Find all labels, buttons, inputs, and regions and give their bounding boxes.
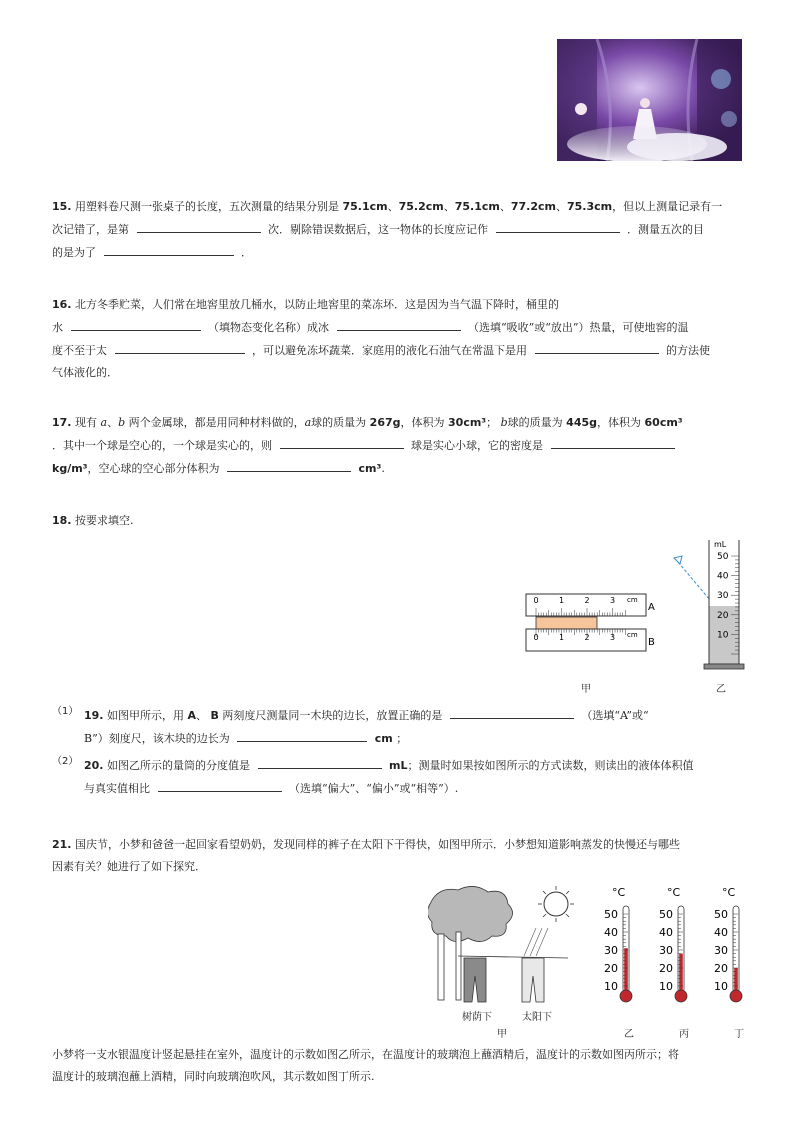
label-shade: 树荫下 (462, 1012, 492, 1023)
question-17: 17. 现有 a、b 两个金属球，都是用同种材料做的，a球的质量为 267g，体积为 30cm³； b球的质量为 445g，体积为 60cm³ ．其中一个球是空心的，一个球是实心的，则 球是实心小球，它的密度是 kg/m³，空心球的空心部分体积为 cm³. (52, 416, 683, 475)
answer-blank[interactable] (551, 434, 675, 449)
cylinder-tick-label: 30 (717, 591, 729, 602)
therm-tick-label: 50 (604, 908, 618, 921)
therm-tick-label: 40 (659, 926, 673, 939)
ruler-b-label: B (648, 637, 655, 648)
thermometer-ding (714, 886, 742, 1002)
ruler-tick-label: 1 (559, 596, 565, 605)
cylinder-tick-label: 10 (717, 630, 729, 641)
measuring-cylinder (668, 534, 748, 672)
ruler-tick-label: 3 (610, 596, 616, 605)
question-number: 15. (52, 200, 72, 213)
therm-tick-label: 40 (604, 926, 618, 939)
answer-blank[interactable] (115, 339, 245, 354)
answer-blank[interactable] (158, 777, 282, 792)
cylinder-tick-label: 20 (717, 610, 729, 621)
therm-bulb (675, 990, 687, 1002)
stage-photo (557, 39, 742, 161)
answer-blank[interactable] (137, 218, 261, 233)
question-20: 20. 如图乙所示的量筒的分度值是 mL；测量时如果按如图所示的方式读数，则读出的液体体积值 与真实值相比 （选填“偏大”、“偏小”或“相等”）. (84, 754, 744, 800)
ruler-tick-label: 2 (584, 596, 590, 605)
therm-tick-label: 20 (659, 962, 673, 975)
therm-tick-label: 50 (659, 908, 673, 921)
therm-tick-label: 20 (604, 962, 618, 975)
pants-sun-icon (522, 958, 544, 1002)
therm-bulb (730, 990, 742, 1002)
thermometers (596, 884, 756, 1014)
tree-icon (428, 886, 513, 941)
question-21: 21. 国庆节，小梦和爸爸一起回家看望奶奶，发现同样的裤子在太阳下干得快，如图甲所示．小梦想知道影响蒸发的快慢还与哪些 因素有关？她进行了如下探究． (52, 838, 680, 873)
wood-block (536, 617, 597, 629)
answer-blank[interactable] (535, 339, 659, 354)
answer-blank[interactable] (71, 316, 201, 331)
therm-unit: °C (667, 886, 681, 899)
ruler-tick-label: 2 (584, 633, 590, 642)
question-number: 17. (52, 416, 72, 429)
ruler-tick-label: 0 (533, 596, 539, 605)
ruler-b-unit: cm (627, 631, 638, 639)
fig-jia-caption-21: 甲 (497, 1029, 507, 1040)
answer-blank[interactable] (227, 457, 351, 472)
thermometer-bing (659, 886, 687, 1002)
mercury-column (624, 948, 628, 992)
therm-tick-label: 10 (714, 980, 728, 993)
fig-yi-caption: 乙 (716, 684, 726, 695)
cylinder-tick-label: 40 (717, 571, 729, 582)
answer-blank[interactable] (258, 754, 382, 769)
answer-blank[interactable] (237, 727, 367, 742)
fig-ding-caption: 丁 (734, 1029, 744, 1040)
thermometer-yi (604, 886, 632, 1002)
answer-blank[interactable] (104, 241, 234, 256)
question-number: 21. (52, 838, 72, 851)
answer-blank[interactable] (337, 316, 461, 331)
pants-shade-icon (464, 958, 486, 1002)
sub-mark-1: （1） (52, 706, 79, 717)
fig-jia-caption: 甲 (581, 684, 591, 695)
question-number: 18. (52, 514, 72, 527)
therm-bulb (620, 990, 632, 1002)
therm-tick-label: 30 (604, 944, 618, 957)
therm-tick-label: 10 (659, 980, 673, 993)
therm-tick-label: 10 (604, 980, 618, 993)
question-19: 19. 如图甲所示，用 A、 B 两刻度尺测量同一木块的边长，放置正确的是 （选填“A”或“ B”）刻度尺，该木块的边长为 cm ； (84, 704, 744, 750)
fig-yi-caption-21: 乙 (624, 1029, 634, 1040)
cylinder-tick-label: 50 (717, 552, 729, 562)
therm-tick-label: 40 (714, 926, 728, 939)
answer-blank[interactable] (280, 434, 404, 449)
eye-icon (674, 556, 682, 564)
ruler-tick-label: 3 (610, 633, 616, 642)
ruler-a-unit: cm (627, 596, 638, 604)
ruler-tick-label: 0 (533, 633, 539, 642)
question-16: 16. 北方冬季贮菜，人们常在地窖里放几桶水，以防止地窖里的菜冻坏．这是因为当气温下降时，桶里的 水 （填物态变化名称）成冰 （选填“吸收”或“放出”）热量，可使地窖的温 度不至于太 ，可以避免冻坏蔬菜．家庭用的液化石油气在常温下是用 的方法使 气体液化的． (52, 298, 710, 379)
laundry-figure (428, 884, 580, 1008)
ruler-tick-label: 1 (559, 633, 565, 642)
answer-blank[interactable] (450, 704, 574, 719)
ruler-figure (520, 588, 660, 660)
therm-tick-label: 50 (714, 908, 728, 921)
sun-icon (544, 892, 568, 916)
ruler-a-label: A (648, 602, 655, 613)
therm-unit: °C (722, 886, 736, 899)
therm-tick-label: 30 (659, 944, 673, 957)
answer-blank[interactable] (496, 218, 620, 233)
question-15: 15. 用塑料卷尺测一张桌子的长度，五次测量的结果分别是 75.1cm、75.2cm、75.1cm、77.2cm、75.3cm，但以上测量记录有一 次记错了，是第 次．剔除错误数据后，这一物体的长度应记作 ．测量五次的目 的是为了 ． (52, 200, 723, 259)
question-21-body: 小梦将一支水银温度计竖起悬挂在室外，温度计的示数如图乙所示，在温度计的玻璃泡上蘸酒精后，温度计的示数如图丙所示；将 温度计的玻璃泡蘸上酒精，同时向玻璃泡吹风，其示数如图丁所示. (52, 1048, 679, 1083)
sub-mark-2: （2） (52, 756, 79, 767)
question-18: 18. 按要求填空. (52, 514, 134, 527)
cylinder-unit: mL (714, 540, 727, 549)
sight-line (678, 562, 710, 600)
therm-tick-label: 20 (714, 962, 728, 975)
therm-tick-label: 30 (714, 944, 728, 957)
therm-unit: °C (612, 886, 626, 899)
fig-bing-caption: 丙 (679, 1029, 689, 1040)
question-number: 16. (52, 298, 72, 311)
label-sun: 太阳下 (522, 1012, 552, 1023)
